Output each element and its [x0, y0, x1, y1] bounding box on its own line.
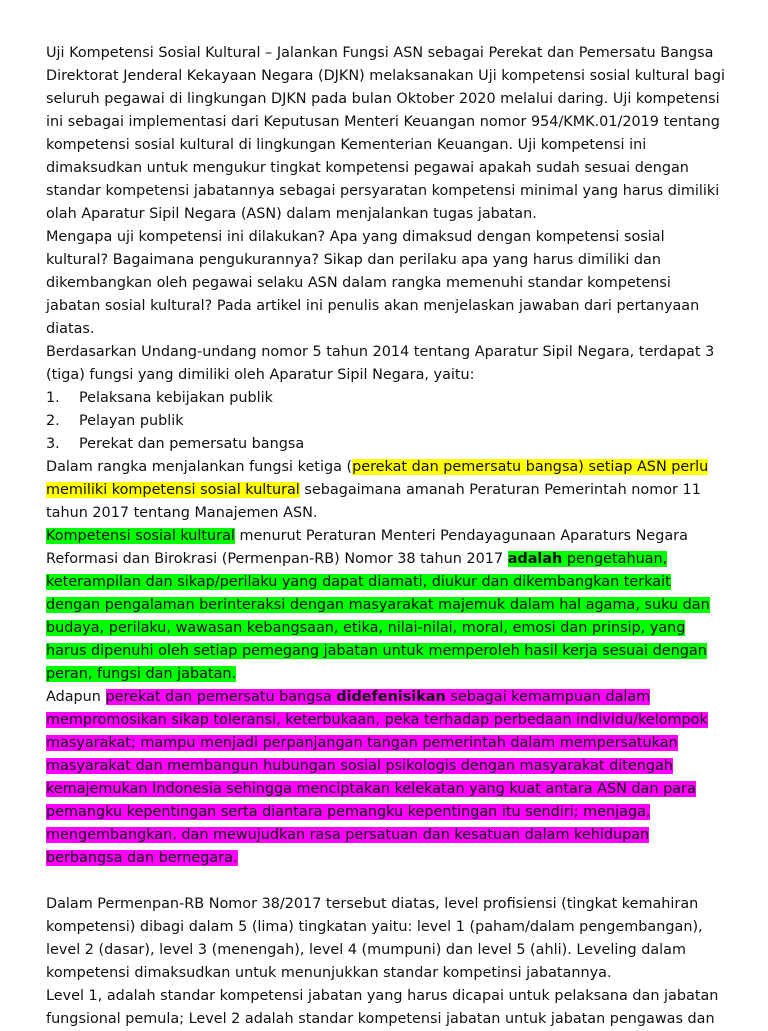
- text-run: Dalam rangka menjalankan fungsi ketiga (: [46, 459, 353, 475]
- list-number: 2.: [46, 413, 60, 429]
- paragraph-third-function: [46, 456, 728, 525]
- paragraph-intro: Direktorat Jenderal Kekayaan Negara (DJKN) melaksanakan Uji kompetensi sosial kultural bagi seluruh pegawai di lingkungan DJKN pada bulan Oktober 2020 melalui daring. Uji kompetensi ini sebagai implementasi dari Keputusan Menteri Keuangan nomor 954/KMK.01/2019 tentang kompetensi sosial kultural di lingkungan Kementerian Keuangan. Uji kompetensi ini dimaksudkan untuk mengukur tingkat kompetensi pegawai apakah sudah sesuai dengan standar kompetensi jabatannya sebagai persyaratan kompetensi minimal yang harus dimiliki olah Aparatur Sipil Negara (ASN) dalam menjalankan tugas jabatan.: [46, 68, 725, 222]
- list-text: Perekat dan pemersatu bangsa: [79, 436, 305, 452]
- magenta-highlight: perekat dan pemersatu bangsa: [105, 689, 337, 705]
- paragraph-questions: Mengapa uji kompetensi ini dilakukan? Apa yang dimaksud dengan kompetensi sosial kultural? Bagaimana pengukurannya? Sikap dan perilaku apa yang harus dimiliki dan dikembangkan oleh pegawai selaku ASN dalam rangka memenuhi standar kompetensi jabatan sosial kultural? Pada artikel ini penulis akan menjelaskan jawaban dari pertanyaan diatas.: [46, 229, 700, 337]
- text-run: menurut Peraturan Menteri Pendayagunaan Aparaturs Negara Reformasi dan Birokrasi (Permenpan-RB) Nomor 38 tahun 2017: [46, 528, 688, 567]
- paragraph-functions-intro: Berdasarkan Undang-undang nomor 5 tahun 2014 tentang Aparatur Sipil Negara, terdapat 3 (tiga) fungsi yang dimiliki oleh Aparatur Sipil Negara, yaitu:: [46, 344, 715, 383]
- green-highlight: Kompetensi sosial kultural: [46, 528, 235, 544]
- yellow-highlight: perekat dan pemersatu bangsa) setiap ASN perlu memiliki kompetensi sosial kultural: [46, 459, 709, 498]
- bold-magenta-highlight: didefenisikan: [336, 689, 446, 705]
- document-title: Uji Kompetensi Sosial Kultural – Jalankan Fungsi ASN sebagai Perekat dan Pemersatu Bangsa: [46, 45, 714, 61]
- list-item: [46, 410, 728, 433]
- list-number: 1.: [46, 390, 60, 406]
- paragraph-perekat: [46, 686, 728, 870]
- list-item: [46, 387, 728, 410]
- paragraph-definition: [46, 525, 728, 686]
- magenta-highlight: sebagai kemampuan dalam mempromosikan sikap toleransi, keterbukaan, peka terhadap perbedaan individu/kelompok masyarakat; mampu menjadi perpanjangan tangan pemerintah dalam mempersatukan masyarakat dan membangun hubungan sosial psikologis dengan masyarakat ditengah kemajemukan Indonesia sehingga menciptakan kelekatan yang kuat antara ASN dan para pemangku kepentingan serta diantara pemangku kepentingan itu sendiri; menjaga, mengembangkan, dan mewujudkan rasa persatuan dan kesatuan dalam kehidupan berbangsa dan bernegara.: [46, 689, 708, 866]
- text-run: Adapun: [46, 689, 106, 705]
- blank-line: [46, 870, 728, 893]
- list-text: Pelayan publik: [79, 413, 184, 429]
- green-highlight: pengetahuan, keterampilan dan sikap/perilaku yang dapat diamati, diukur dan dikembangkan terkait dengan pengalaman berinteraksi dengan masyarakat majemuk dalam hal agama, suku dan budaya, perilaku, wawasan kebangsaan, etika, nilai-nilai, moral, emosi dan prinsip, yang harus dipenuhi oleh setiap pemegang jabatan untuk memperoleh hasil kerja sesuai dengan peran, fungsi dan jabatan.: [46, 551, 710, 682]
- text-run: sebagaimana amanah Peraturan Pemerintah nomor 11 tahun 2017 tentang Manajemen ASN.: [46, 482, 701, 521]
- paragraph-level-details: Level 1, adalah standar kompetensi jabatan yang harus dicapai untuk pelaksana dan jabatan fungsional pemula; Level 2 adalah standar kompetensi jabatan untuk jabatan pengawas dan: [46, 988, 719, 1027]
- list-text: Pelaksana kebijakan publik: [79, 390, 273, 406]
- list-number: 3.: [46, 436, 60, 452]
- bold-green-highlight: adalah: [507, 551, 563, 567]
- paragraph-levels: Dalam Permenpan-RB Nomor 38/2017 tersebut diatas, level profisiensi (tingkat kemahiran kompetensi) dibagi dalam 5 (lima) tingkatan yaitu: level 1 (paham/dalam pengembangan), level 2 (dasar), level 3 (menengah), level 4 (mumpuni) dan level 5 (ahli). Leveling dalam kompetensi dimaksudkan untuk menunjukkan standar kompetinsi jabatannya.: [46, 896, 703, 981]
- list-item: [46, 433, 728, 456]
